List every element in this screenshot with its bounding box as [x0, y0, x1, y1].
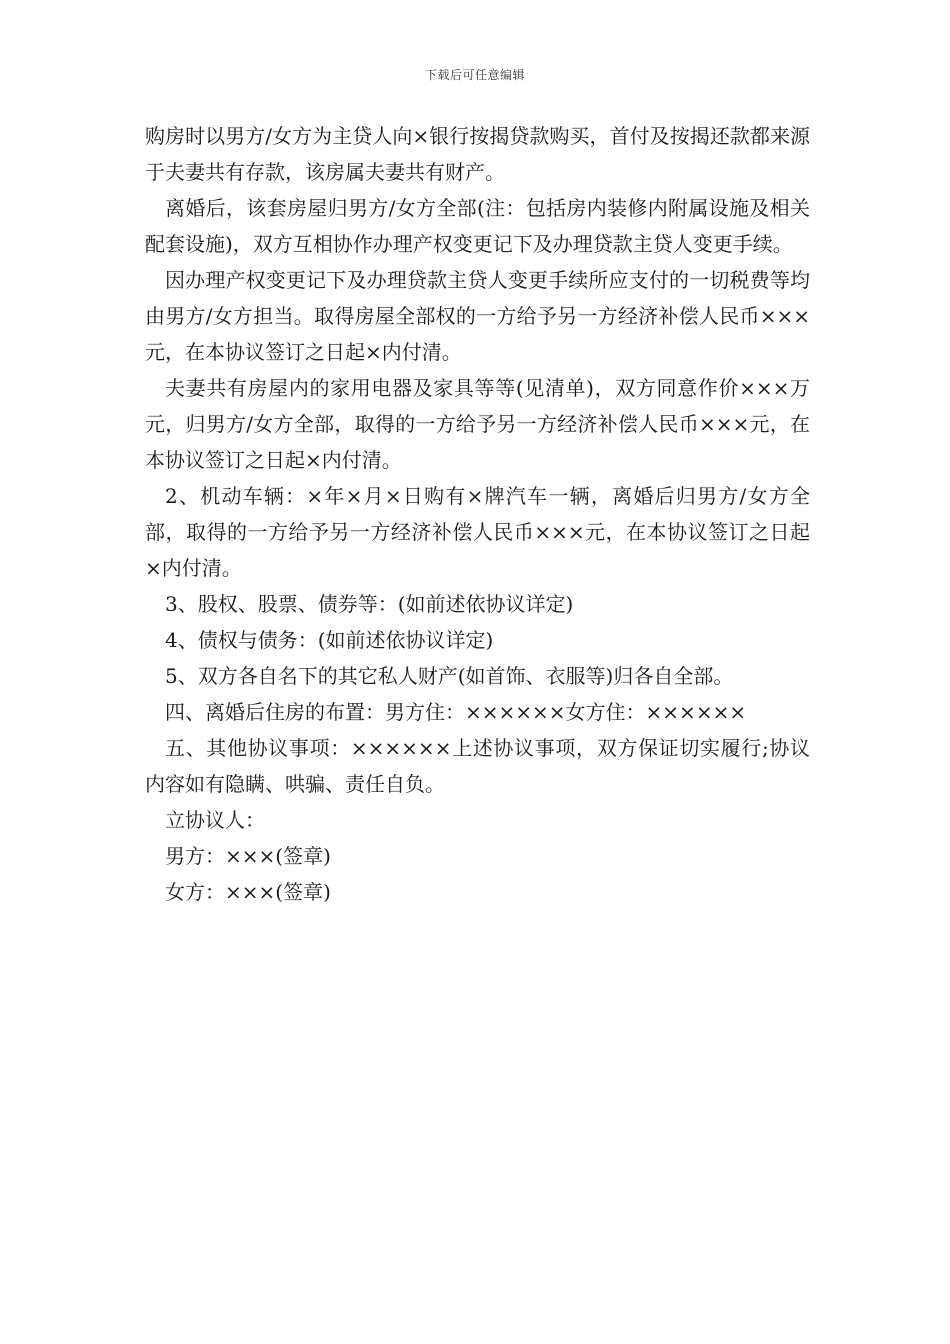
paragraph-personal-property: 5、双方各自名下的其它私人财产(如首饰、衣服等)归各自全部。	[165, 664, 734, 688]
paragraph-male-signature: 男方：×××(签章)	[165, 844, 331, 868]
paragraph-signatories: 立协议人：	[165, 808, 265, 832]
paragraph-transfer-fees: 因办理产权变更记下及办理贷款主贷人变更手续所应支付的一切税费等均由男方/女方担当。取得房屋全部权的一方给予另一方经济补偿人民币×××元，在本协议签订之日起×内付清。	[145, 268, 810, 364]
paragraph-house-purchase: 购房时以男方/女方为主贷人向×银行按揭贷款购买，首付及按揭还款都来源于夫妻共有存款，该房属夫妻共有财产。	[145, 124, 810, 184]
paragraph-appliances: 夫妻共有房屋内的家用电器及家具等等(见清单)，双方同意作价×××万元，归男方/女方全部，取得的一方给予另一方经济补偿人民币×××元，在本协议签订之日起×内付清。	[145, 376, 810, 472]
paragraph-other-matters: 五、其他协议事项：××××××上述协议事项，双方保证切实履行;协议内容如有隐瞒、哄骗、责任自负。	[145, 736, 810, 796]
paragraph-debts: 4、债权与债务：(如前述依协议详定)	[165, 628, 494, 652]
document-body	[145, 118, 810, 910]
paragraph-housing-arrangement: 四、离婚后住房的布置：男方住：××××××女方住：××××××	[165, 700, 747, 724]
paragraph-vehicle: 2、机动车辆：×年×月×日购有×牌汽车一辆，离婚后归男方/女方全部，取得的一方给予另一方经济补偿人民币×××元，在本协议签订之日起×内付清。	[145, 484, 810, 580]
paragraph-house-ownership: 离婚后，该套房屋归男方/女方全部(注：包括房内装修内附属设施及相关配套设施)，双方互相协作办理产权变更记下及办理贷款主贷人变更手续。	[145, 196, 810, 256]
page-header-note: 下载后可任意编辑	[424, 68, 525, 82]
paragraph-female-signature: 女方：×××(签章)	[165, 880, 331, 904]
paragraph-stocks: 3、股权、股票、债券等：(如前述依协议详定)	[165, 592, 574, 616]
